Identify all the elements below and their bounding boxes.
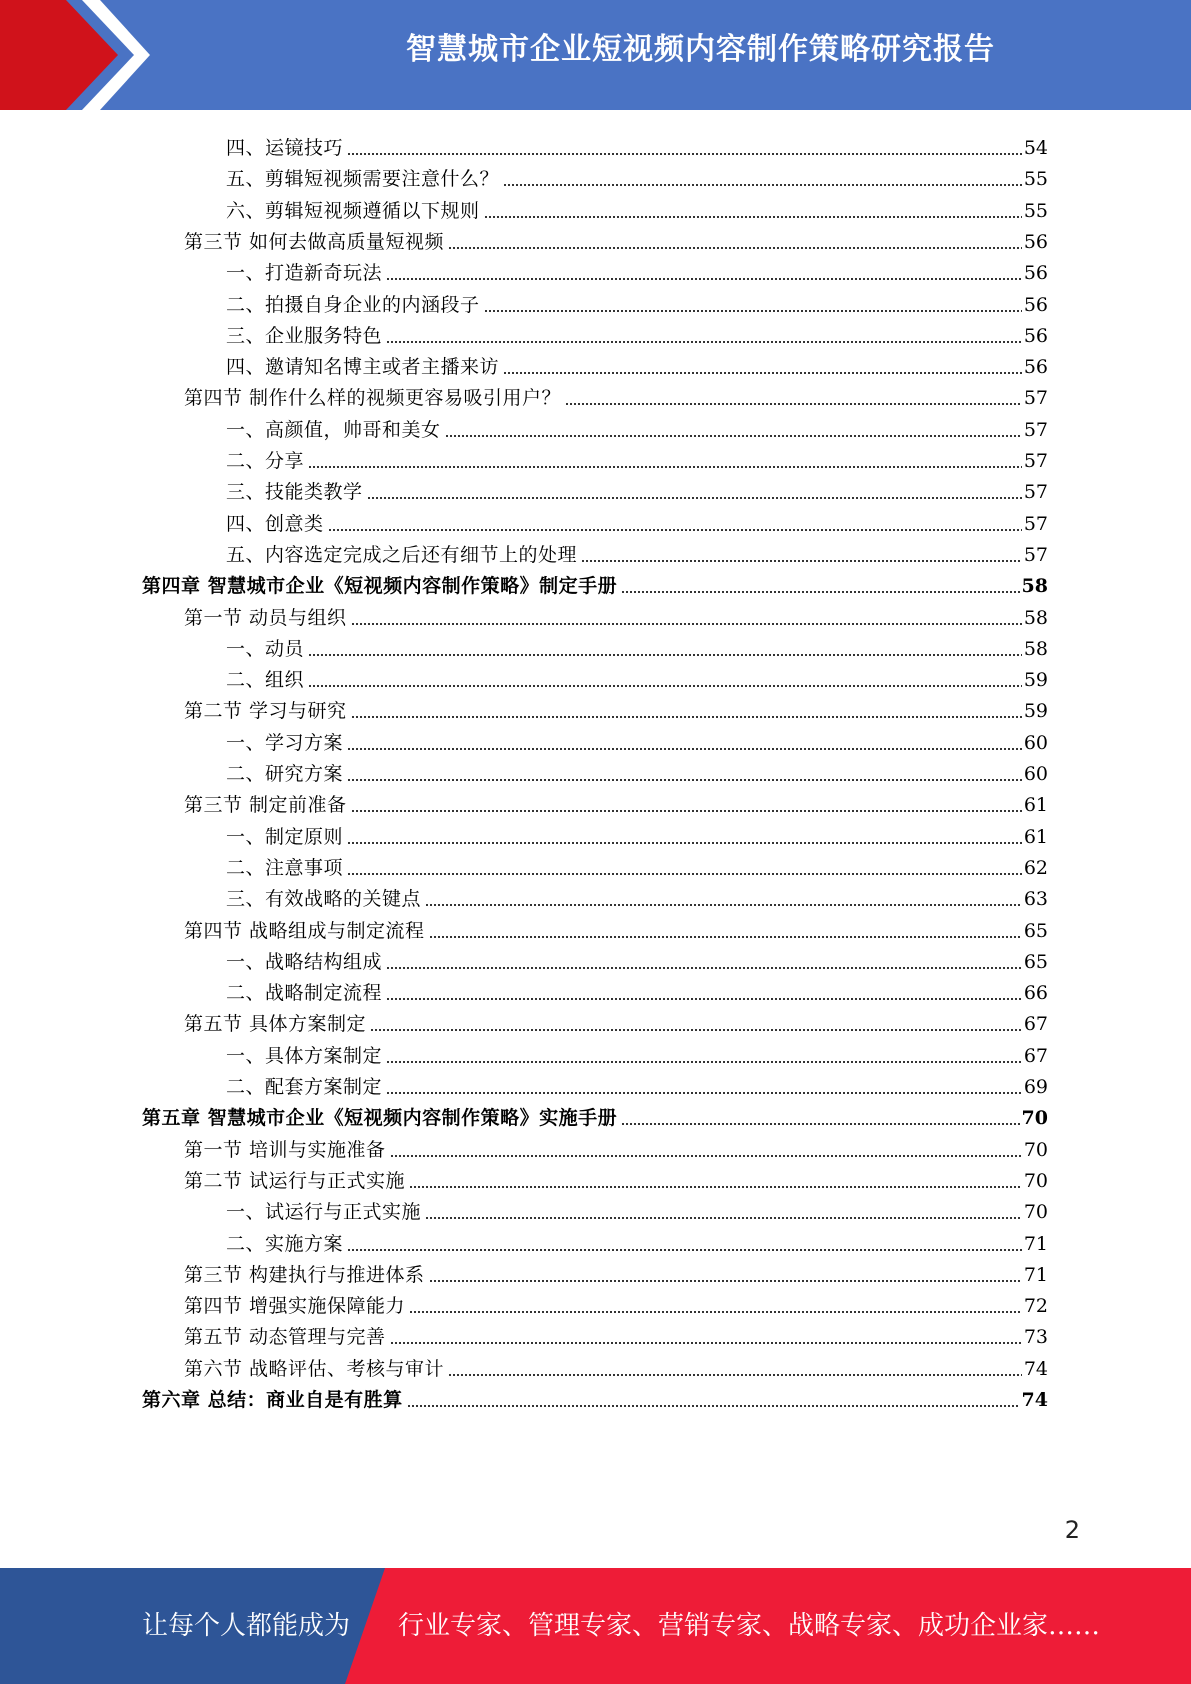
toc-entry-page: 57 <box>1023 512 1048 535</box>
toc-entry-page: 72 <box>1023 1295 1048 1318</box>
toc-section-entry[interactable] <box>184 691 1048 722</box>
toc-entry-title: 四、运镜技巧 <box>226 137 344 159</box>
toc-section-entry[interactable] <box>184 1349 1048 1380</box>
toc-section-entry[interactable] <box>184 1004 1048 1035</box>
toc-subsection-entry[interactable] <box>226 1036 1048 1067</box>
toc-subsection-entry[interactable] <box>226 472 1048 503</box>
toc-entry-page: 56 <box>1023 262 1048 285</box>
toc-entry-page: 54 <box>1023 137 1048 159</box>
toc-entry-page: 56 <box>1023 230 1048 253</box>
toc-entry-page: 62 <box>1023 856 1048 879</box>
toc-entry-title: 一、学习方案 <box>226 731 344 754</box>
page-header <box>0 0 1191 110</box>
toc-entry-title: 二、配套方案制定 <box>226 1076 383 1098</box>
toc-section-entry[interactable] <box>184 785 1048 816</box>
toc-entry-title: 第一节 动员与组织 <box>184 606 347 629</box>
toc-entry-page: 74 <box>1021 1389 1048 1411</box>
toc-dot-leader <box>484 310 1022 312</box>
toc-entry-title: 三、技能类教学 <box>226 481 363 504</box>
toc-entry-title: 一、具体方案制定 <box>226 1044 383 1067</box>
toc-dot-leader <box>484 216 1022 218</box>
toc-section-entry[interactable] <box>184 1130 1048 1161</box>
toc-entry-page: 73 <box>1023 1326 1048 1349</box>
toc-section-entry[interactable] <box>184 1255 1048 1286</box>
toc-dot-leader <box>581 560 1022 562</box>
toc-entry-page: 66 <box>1023 982 1048 1005</box>
toc-dot-leader <box>448 247 1022 249</box>
toc-entry-page: 57 <box>1023 481 1048 504</box>
toc-entry-title: 四、邀请知名博主或者主播来访 <box>226 356 500 379</box>
toc-subsection-entry[interactable] <box>226 879 1048 910</box>
toc-entry-title: 二、注意事项 <box>226 856 344 879</box>
toc-subsection-entry[interactable] <box>226 347 1048 378</box>
toc-entry-page: 61 <box>1023 794 1048 817</box>
footer-slogan-right: 行业专家、管理专家、营销专家、战略专家、成功企业家…… <box>398 1611 1101 1641</box>
toc-subsection-entry[interactable] <box>226 1224 1048 1255</box>
toc-dot-leader <box>351 623 1022 625</box>
toc-entry-page: 74 <box>1023 1357 1048 1380</box>
toc-subsection-entry[interactable] <box>226 817 1048 848</box>
toc-entry-page: 70 <box>1023 1201 1048 1224</box>
toc-entry-title: 第二节 学习与研究 <box>184 700 347 723</box>
toc-dot-leader <box>407 1405 1020 1407</box>
toc-dot-leader <box>347 153 1022 155</box>
toc-subsection-entry[interactable] <box>226 1067 1048 1098</box>
toc-subsection-entry[interactable] <box>226 942 1048 973</box>
toc-entry-title: 一、打造新奇玩法 <box>226 262 383 285</box>
toc-dot-leader <box>370 1029 1022 1031</box>
toc-dot-leader <box>351 810 1022 812</box>
toc-dot-leader <box>308 654 1022 656</box>
toc-entry-page: 60 <box>1023 763 1048 785</box>
toc-subsection-entry[interactable] <box>226 253 1048 284</box>
toc-subsection-entry[interactable] <box>226 441 1048 472</box>
toc-dot-leader <box>409 1186 1022 1188</box>
toc-entry-title: 二、战略制定流程 <box>226 982 383 1005</box>
toc-dot-leader <box>503 184 1022 186</box>
toc-subsection-entry[interactable] <box>226 660 1048 691</box>
toc-dot-leader <box>386 341 1022 343</box>
toc-subsection-entry[interactable] <box>226 191 1048 222</box>
toc-entry-page: 70 <box>1023 1138 1048 1161</box>
toc-subsection-entry[interactable] <box>226 504 1048 535</box>
page-footer <box>0 1568 1191 1684</box>
toc-entry-page: 57 <box>1023 543 1048 566</box>
toc-section-entry[interactable] <box>184 911 1048 942</box>
toc-subsection-entry[interactable] <box>226 1192 1048 1223</box>
toc-entry-title: 一、战略结构组成 <box>226 950 383 973</box>
toc-dot-leader <box>347 1249 1022 1251</box>
toc-chapter-entry[interactable] <box>142 1380 1048 1411</box>
toc-dot-leader <box>409 1311 1022 1313</box>
toc-dot-leader <box>425 1217 1022 1219</box>
toc-entry-page: 56 <box>1023 324 1048 347</box>
toc-subsection-entry[interactable] <box>226 128 1048 159</box>
toc-dot-leader <box>347 873 1022 875</box>
footer-slogan-left: 让每个人都能成为 <box>142 1611 351 1641</box>
toc-dot-leader <box>367 497 1022 499</box>
toc-subsection-entry[interactable] <box>226 535 1048 566</box>
toc-subsection-entry[interactable] <box>226 973 1048 1004</box>
toc-dot-leader <box>347 842 1022 844</box>
toc-entry-page: 65 <box>1023 950 1048 973</box>
toc-dot-leader <box>390 1342 1022 1344</box>
toc-entry-title: 三、企业服务特色 <box>226 324 383 347</box>
toc-entry-page: 71 <box>1023 1263 1048 1286</box>
toc-subsection-entry[interactable] <box>226 723 1048 754</box>
toc-entry-title: 二、分享 <box>226 450 305 472</box>
toc-entry-title: 第六节 战略评估、考核与审计 <box>184 1357 445 1380</box>
toc-entry-page: 59 <box>1023 700 1048 723</box>
toc-dot-leader <box>386 1061 1022 1063</box>
toc-dot-leader <box>308 466 1022 468</box>
toc-entry-title: 一、试运行与正式实施 <box>226 1201 422 1224</box>
toc-entry-page: 63 <box>1023 888 1048 911</box>
toc-dot-leader <box>386 998 1022 1000</box>
toc-entry-page: 70 <box>1021 1107 1048 1130</box>
toc-entry-title: 五、剪辑短视频需要注意什么？ <box>226 168 500 191</box>
toc-subsection-entry[interactable] <box>226 159 1048 190</box>
toc-entry-title: 四、创意类 <box>226 512 324 535</box>
toc-entry-title: 二、组织 <box>226 669 305 692</box>
toc-entry-title: 三、有效战略的关键点 <box>226 888 422 911</box>
toc-entry-title: 第三节 构建执行与推进体系 <box>184 1263 425 1286</box>
toc-chapter-entry[interactable] <box>142 1098 1048 1129</box>
toc-dot-leader <box>448 1374 1022 1376</box>
toc-subsection-entry[interactable] <box>226 754 1048 785</box>
toc-entry-page: 55 <box>1023 168 1048 191</box>
toc-entry-title: 一、高颜值，帅哥和美女 <box>226 418 441 441</box>
toc-entry-page: 58 <box>1021 575 1048 598</box>
toc-dot-leader <box>429 1280 1022 1282</box>
toc-entry-title: 第三节 制定前准备 <box>184 794 347 817</box>
report-title: 智慧城市企业短视频内容制作策略研究报告 <box>406 32 995 67</box>
toc-entry-title: 第五节 动态管理与完善 <box>184 1326 386 1349</box>
toc-section-entry[interactable] <box>184 598 1048 629</box>
toc-entry-title: 二、拍摄自身企业的内涵段子 <box>226 293 480 316</box>
toc-dot-leader <box>347 779 1022 781</box>
toc-entry-page: 59 <box>1023 669 1048 692</box>
toc-dot-leader <box>445 435 1022 437</box>
toc-dot-leader <box>351 716 1022 718</box>
toc-entry-title: 第四节 制作什么样的视频更容易吸引用户？ <box>184 387 562 410</box>
page-number: 2 <box>1064 1516 1080 1544</box>
toc-dot-leader <box>386 278 1022 280</box>
toc-dot-leader <box>503 372 1022 374</box>
toc-entry-page: 55 <box>1023 199 1048 222</box>
toc-entry-title: 第三节 如何去做高质量短视频 <box>184 230 445 253</box>
toc-dot-leader <box>308 685 1022 687</box>
toc-entry-page: 57 <box>1023 387 1048 410</box>
toc-entry-page: 69 <box>1023 1076 1048 1098</box>
toc-subsection-entry[interactable] <box>226 629 1048 660</box>
toc-entry-page: 61 <box>1023 825 1048 848</box>
toc-entry-title: 六、剪辑短视频遵循以下规则 <box>226 199 480 222</box>
toc-dot-leader <box>347 748 1022 750</box>
toc-entry-title: 五、内容选定完成之后还有细节上的处理 <box>226 543 578 566</box>
toc-entry-title: 第二节 试运行与正式实施 <box>184 1169 406 1192</box>
toc-entry-page: 70 <box>1023 1169 1048 1192</box>
toc-dot-leader <box>386 967 1022 969</box>
toc-section-entry[interactable] <box>184 378 1048 409</box>
toc-entry-page: 57 <box>1023 418 1048 441</box>
toc-entry-page: 57 <box>1023 450 1048 472</box>
toc-entry-page: 60 <box>1023 731 1048 754</box>
toc-entry-page: 56 <box>1023 356 1048 379</box>
toc-entry-page: 67 <box>1023 1044 1048 1067</box>
toc-entry-page: 58 <box>1023 606 1048 629</box>
toc-entry-page: 67 <box>1023 1013 1048 1036</box>
toc-dot-leader <box>386 1092 1022 1094</box>
toc-entry-title: 第五节 具体方案制定 <box>184 1013 367 1036</box>
toc-subsection-entry[interactable] <box>226 285 1048 316</box>
toc-dot-leader <box>621 591 1019 593</box>
toc-entry-title: 二、实施方案 <box>226 1232 344 1255</box>
toc-entry-page: 71 <box>1023 1232 1048 1255</box>
toc-section-entry[interactable] <box>184 1161 1048 1192</box>
toc-subsection-entry[interactable] <box>226 410 1048 441</box>
toc-entry-page: 56 <box>1023 293 1048 316</box>
toc-dot-leader <box>565 403 1022 405</box>
toc-entry-title: 第一节 培训与实施准备 <box>184 1138 386 1161</box>
toc-dot-leader <box>328 529 1022 531</box>
toc-section-entry[interactable] <box>184 222 1048 253</box>
toc-dot-leader <box>621 1123 1019 1125</box>
toc-entry-title: 一、制定原则 <box>226 825 344 848</box>
toc-entry-page: 58 <box>1023 637 1048 660</box>
toc-entry-title: 第四节 增强实施保障能力 <box>184 1295 406 1318</box>
toc-entry-title: 第五章 智慧城市企业《短视频内容制作策略》实施手册 <box>142 1107 618 1130</box>
toc-entry-page: 65 <box>1023 919 1048 942</box>
toc-dot-leader <box>425 904 1022 906</box>
toc-dot-leader <box>390 1155 1022 1157</box>
toc-entry-title: 第四章 智慧城市企业《短视频内容制作策略》制定手册 <box>142 575 618 598</box>
toc-entry-title: 第四节 战略组成与制定流程 <box>184 919 425 942</box>
toc-chapter-entry[interactable] <box>142 566 1048 597</box>
toc-section-entry[interactable] <box>184 1317 1048 1348</box>
toc-entry-title: 一、动员 <box>226 637 305 660</box>
toc-dot-leader <box>429 936 1022 938</box>
toc-section-entry[interactable] <box>184 1286 1048 1317</box>
toc-subsection-entry[interactable] <box>226 316 1048 347</box>
toc-entry-title: 第六章 总结：商业自是有胜算 <box>142 1389 403 1411</box>
toc-subsection-entry[interactable] <box>226 848 1048 879</box>
toc-entry-title: 二、研究方案 <box>226 763 344 785</box>
